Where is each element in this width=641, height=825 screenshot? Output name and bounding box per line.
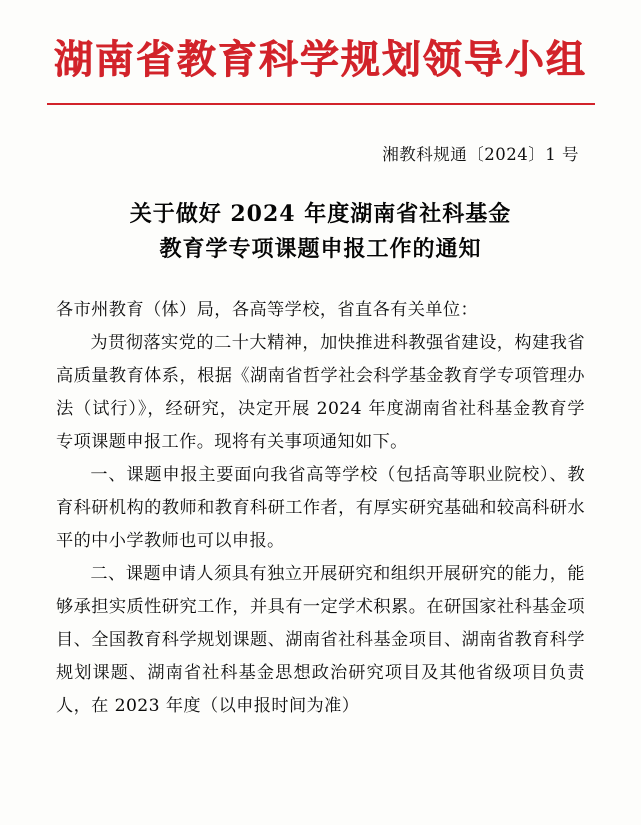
document-number: 湘教科规通〔2024〕1 号 bbox=[382, 144, 579, 164]
body-paragraph-1: 为贯彻落实党的二十大精神，加快推进科教强省建设，构建我省高质量教育体系，根据《湖南省哲学社会科学基金教育学专项管理办法（试行）》，经研究，决定开展 2024 年度湖南省社科基金教育学专项课题申报工作。现将有关事项通知如下。 bbox=[56, 333, 585, 453]
document-masthead bbox=[0, 0, 641, 105]
body-paragraph-3: 二、课题申请人须具有独立开展研究和组织开展研究的能力，能够承担实质性研究工作，并具有一定学术积累。在研国家社科基金项目、全国教育科学规划课题、湖南省社科基金项目、湖南省教育科学规划课题、湖南省社科基金思想政治研究项目及其他省级项目负责人，在 2023 年度（以申报时间为准） bbox=[56, 564, 585, 717]
body-paragraph-2: 一、课题申报主要面向我省高等学校（包括高等职业院校）、教育科研机构的教师和教育科研工作者，有厚实研究基础和较高科研水平的中小学教师也可以申报。 bbox=[56, 465, 585, 552]
document-number-row bbox=[0, 141, 641, 165]
issuing-organization-title: 湖南省教育科学规划领导小组 bbox=[53, 37, 587, 83]
document-title bbox=[0, 197, 641, 268]
document-title-line-2: 教育学专项课题申报工作的通知 bbox=[159, 236, 482, 263]
document-title-line-1: 关于做好 2024 年度湖南省社科基金 bbox=[129, 200, 512, 227]
masthead-divider-rule bbox=[47, 103, 595, 105]
salutation: 各市州教育（体）局，各高等学校，省直各有关单位： bbox=[56, 300, 479, 321]
document-body bbox=[56, 294, 585, 723]
